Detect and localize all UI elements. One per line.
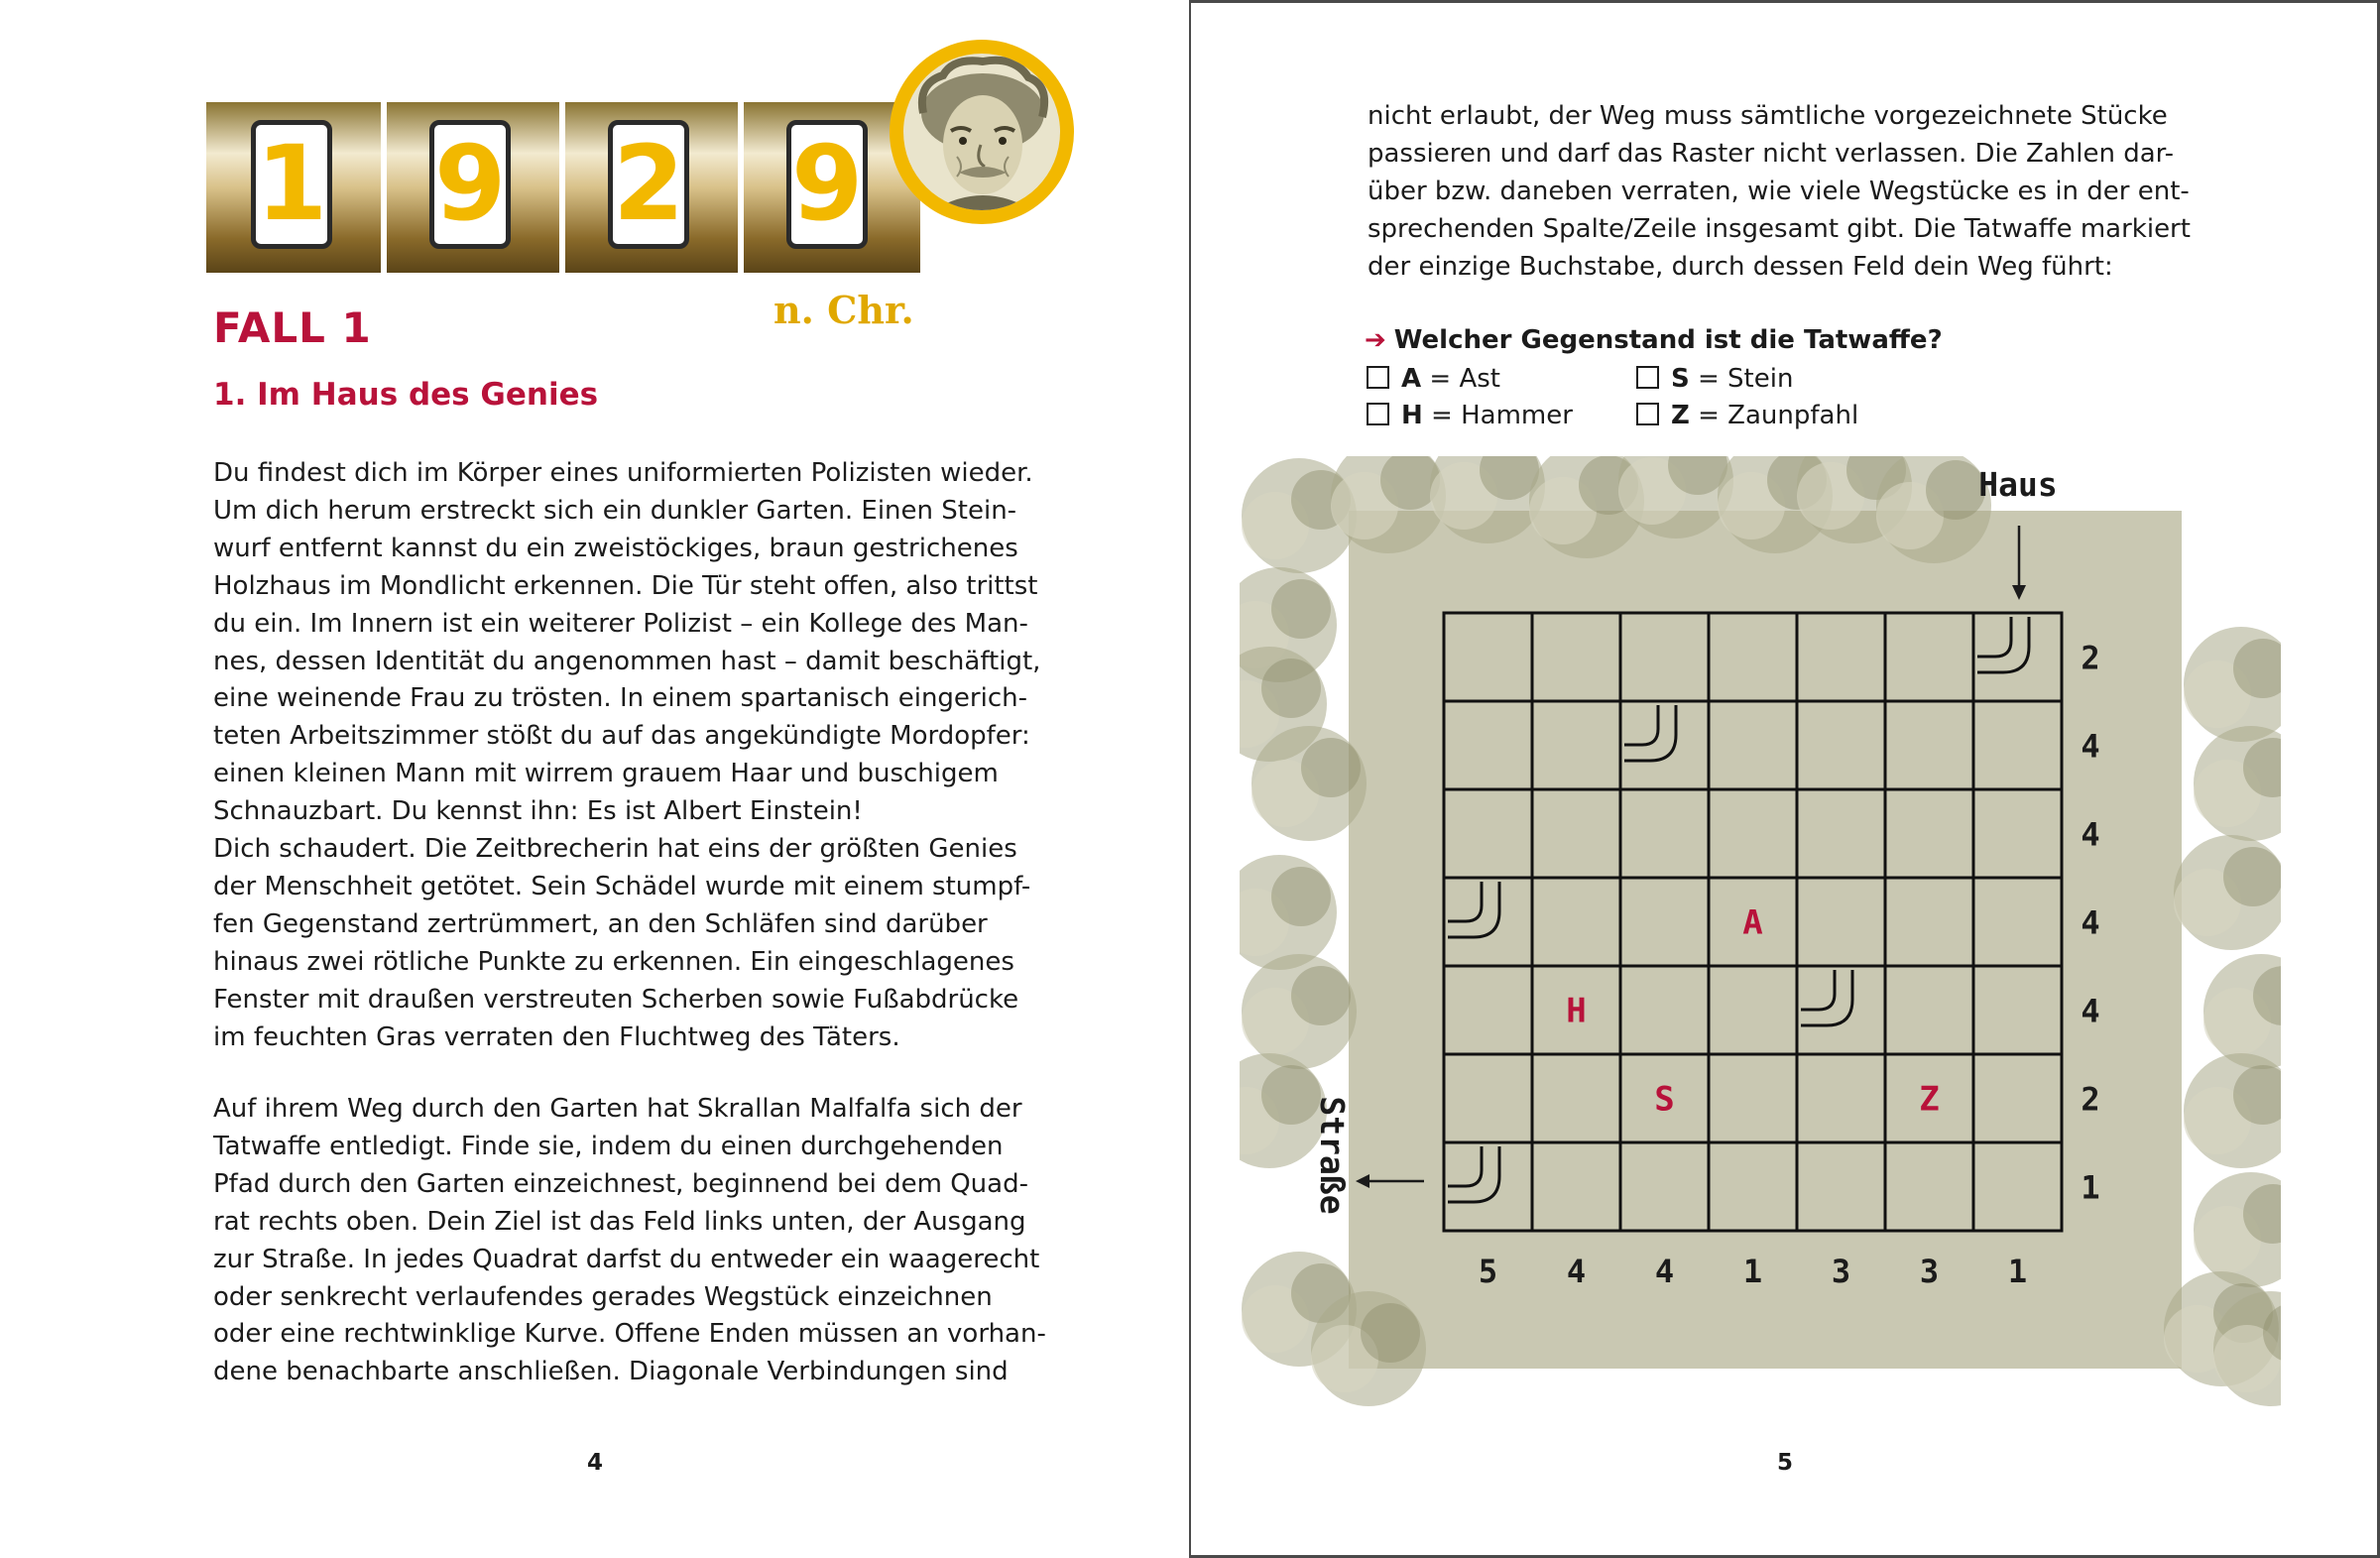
text-line: eine weinende Frau zu trösten. In einem spartanisch eingerich-	[213, 683, 1027, 714]
text-line: du ein. Im Innern ist ein weiterer Polizist – ein Kollege des Man-	[213, 608, 1028, 639]
text-line: Um dich herum erstreckt sich ein dunkler Garten. Einen Stein-	[213, 495, 1017, 526]
garden-background	[1349, 511, 2182, 1369]
checkbox[interactable]	[1636, 366, 1659, 389]
text-line: Schnauzbart. Du kennst ihn: Es ist Albert Einstein!	[213, 796, 863, 827]
column-count: 1	[2007, 1253, 2028, 1290]
column-count: 5	[1478, 1253, 1498, 1290]
tree-icon	[2184, 627, 2281, 742]
text-line: Tatwaffe entledigt. Finde sie, indem du einen durchgehenden	[213, 1131, 1004, 1161]
text-line: einen kleinen Mann mit wirrem grauem Haar und buschigem	[213, 759, 999, 789]
checkbox[interactable]	[1367, 366, 1389, 389]
row-count: 2	[2081, 639, 2100, 677]
text-line: dene benachbarte anschließen. Diagonale Verbindungen sind	[213, 1357, 1009, 1387]
tree-icon	[2203, 954, 2281, 1069]
answer-option-a[interactable]	[1367, 364, 1500, 394]
tree-icon	[2184, 1053, 2281, 1168]
checkbox[interactable]	[1636, 403, 1659, 425]
book-spine	[1189, 0, 1191, 1558]
text-line: passieren und darf das Raster nicht verlassen. Die Zahlen dar-	[1368, 138, 2175, 169]
question-text: Welcher Gegenstand ist die Tatwaffe?	[1393, 325, 1943, 355]
column-count: 4	[1654, 1253, 1675, 1290]
einstein-portrait-icon	[903, 54, 1060, 210]
year-digit: 2	[608, 120, 689, 249]
column-count: 1	[1742, 1253, 1763, 1290]
weapon-letter: S	[1654, 1079, 1675, 1120]
text-line: Dich schaudert. Die Zeitbrecherin hat eins der größten Genies	[213, 834, 1017, 865]
text-line: Du findest dich im Körper eines uniformierten Polizisten wieder.	[213, 458, 1033, 488]
text-line: Auf ihrem Weg durch den Garten hat Skrallan Malfalfa sich der	[213, 1094, 1022, 1124]
row-count: 4	[2081, 727, 2100, 766]
text-line: wurf entfernt kannst du ein zweistöckiges, braun gestrichenes	[213, 533, 1018, 563]
option-label: = Stein	[1698, 364, 1794, 394]
option-letter: Z	[1671, 401, 1690, 430]
text-line: Fenster mit draußen verstreuten Scherben sowie Fußabdrücke	[213, 984, 1019, 1015]
page-number: 4	[587, 1450, 604, 1476]
answer-option-h[interactable]	[1367, 401, 1573, 430]
column-count: 4	[1566, 1253, 1587, 1290]
year-digit: 9	[786, 120, 868, 249]
text-line: fen Gegenstand zertrümmert, an den Schläfen sind darüber	[213, 908, 988, 939]
text-line: im feuchten Gras verraten den Fluchtweg des Täters.	[213, 1021, 900, 1052]
option-letter: S	[1671, 364, 1690, 394]
entry-label: Haus	[1978, 465, 2058, 504]
weapon-letter: H	[1566, 991, 1587, 1031]
option-label: = Hammer	[1431, 401, 1573, 430]
year-digit: 9	[429, 120, 511, 249]
row-count: 4	[2081, 903, 2100, 942]
era-label: n. Chr.	[774, 288, 914, 332]
text-line: zur Straße. In jedes Quadrat darfst du entweder ein waagerecht	[213, 1244, 1040, 1274]
page-number: 5	[1777, 1450, 1794, 1476]
column-count: 3	[1831, 1253, 1851, 1290]
row-count: 4	[2081, 815, 2100, 854]
left-page	[0, 0, 1189, 1558]
option-letter: H	[1401, 401, 1423, 430]
text-line: rat rechts oben. Dein Ziel ist das Feld links unten, der Ausgang	[213, 1206, 1026, 1237]
text-line: oder eine rechtwinklige Kurve. Offene Enden müssen an vorhan-	[213, 1319, 1046, 1350]
column-count: 3	[1919, 1253, 1940, 1290]
weapon-letter: Z	[1919, 1079, 1940, 1120]
year-banner	[206, 102, 920, 273]
text-line: sprechenden Spalte/Zeile insgesamt gibt. Die Tatwaffe markiert	[1368, 213, 2191, 244]
text-line: der einzige Buchstabe, durch dessen Feld dein Weg führt:	[1368, 251, 2113, 282]
text-line: der Menschheit getötet. Sein Schädel wurde mit einem stumpf-	[213, 871, 1031, 901]
path-puzzle	[1240, 456, 2281, 1408]
weapon-letter: A	[1742, 902, 1763, 943]
tree-icon	[1240, 855, 1337, 970]
text-line: Pfad durch den Garten einzeichnest, beginnend bei dem Quad-	[213, 1168, 1028, 1199]
einstein-portrait-medal	[890, 40, 1074, 224]
answer-option-s[interactable]	[1636, 364, 1793, 394]
arrow-right-icon: ➔	[1365, 325, 1386, 355]
tree-icon	[1242, 954, 1357, 1069]
row-count: 1	[2081, 1168, 2100, 1207]
exit-label: Straße	[1313, 1096, 1352, 1215]
text-line: hinaus zwei rötliche Punkte zu erkennen. Ein eingeschlagenes	[213, 946, 1014, 977]
text-line: Holzhaus im Mondlicht erkennen. Die Tür steht offen, also trittst	[213, 570, 1038, 601]
tree-icon	[2194, 726, 2281, 841]
tree-icon	[2174, 835, 2281, 950]
chapter-title: 1. Im Haus des Genies	[213, 377, 599, 413]
option-label: = Zaunpfahl	[1698, 401, 1859, 430]
text-line: über bzw. daneben verraten, wie viele Wegstücke es in der ent-	[1368, 176, 2190, 206]
text-line: nes, dessen Identität du angenommen hast – damit beschäftigt,	[213, 646, 1041, 676]
row-count: 2	[2081, 1080, 2100, 1119]
case-title: FALL 1	[213, 303, 372, 352]
question	[1365, 325, 1943, 355]
checkbox[interactable]	[1367, 403, 1389, 425]
year-digit: 1	[251, 120, 332, 249]
option-label: = Ast	[1429, 364, 1500, 394]
row-count: 4	[2081, 992, 2100, 1030]
option-letter: A	[1401, 364, 1422, 394]
story-paragraph-2	[213, 1091, 1046, 1391]
tree-icon	[1311, 1291, 1426, 1406]
puzzle-instructions	[1368, 98, 2191, 287]
answer-option-z[interactable]	[1636, 401, 1858, 430]
text-line: teten Arbeitszimmer stößt du auf das angekündigte Mordopfer:	[213, 721, 1030, 752]
story-paragraph-1	[213, 455, 1041, 1057]
text-line: nicht erlaubt, der Weg muss sämtliche vorgezeichnete Stücke	[1368, 101, 2168, 131]
tree-icon	[2194, 1172, 2281, 1287]
tree-icon	[1251, 726, 1367, 841]
text-line: oder senkrecht verlaufendes gerades Wegstück einzeichnen	[213, 1281, 993, 1312]
